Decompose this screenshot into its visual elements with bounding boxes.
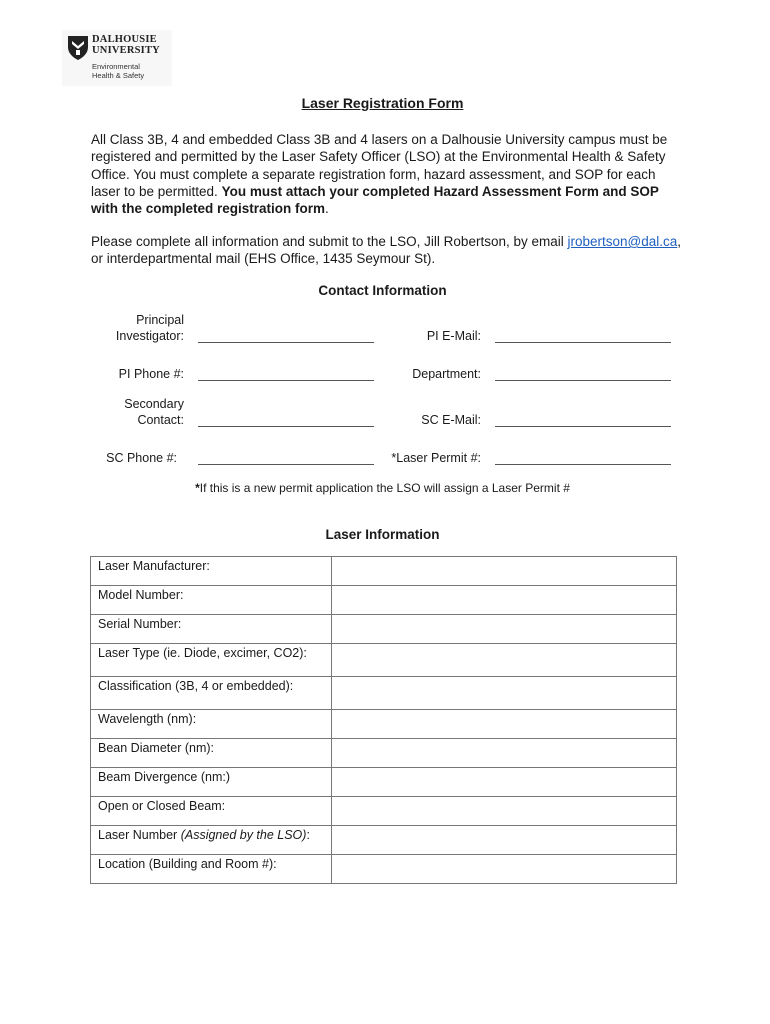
permit-note: [0, 481, 765, 495]
beam-diameter-label: Bean Diameter (nm):: [91, 739, 332, 768]
pi-phone-field[interactable]: [198, 368, 374, 381]
note-text: If this is a new permit application the LSO will assign a Laser Permit #: [199, 481, 570, 495]
laser-permit-label: *Laser Permit #:: [391, 451, 481, 465]
model-number-label: Model Number:: [91, 586, 332, 615]
laser-manufacturer-field[interactable]: [332, 557, 677, 586]
laser-number-label: [91, 826, 332, 855]
department-field[interactable]: [495, 368, 671, 381]
intro-bold-text: You must attach your completed Hazard Assessment Form and SOP with the completed registration form: [91, 183, 659, 217]
laser-heading: Laser Information: [325, 527, 440, 542]
pi-label-line-1: Principal: [136, 313, 184, 327]
beam-divergence-label: Beam Divergence (nm:): [91, 768, 332, 797]
logo-subtitle: [92, 62, 144, 80]
laser-number-text: Laser Number: [98, 828, 181, 842]
submit-text-2: , or interdepartmental mail (EHS Office, 1435 Seymour St).: [91, 234, 682, 267]
dalhousie-logo: [62, 30, 172, 86]
open-closed-beam-label: Open or Closed Beam:: [91, 797, 332, 826]
submit-paragraph: [91, 233, 681, 268]
model-number-field[interactable]: [332, 586, 677, 615]
table-row: [91, 644, 677, 677]
pi-name-field[interactable]: [198, 330, 374, 343]
contact-heading: Contact Information: [318, 283, 447, 298]
submit-text-1: Please complete all information and submit to the LSO, Jill Robertson, by email: [91, 234, 568, 249]
intro-end: .: [325, 201, 329, 217]
serial-number-field[interactable]: [332, 615, 677, 644]
intro-text: All Class 3B, 4 and embedded Class 3B and 4 lasers on a Dalhousie University campus must be registered and permitted by the Laser Safety Officer (LSO) at the Environmental Health & Safety Office. You must complete a separate registration form, hazard assessment, and SOP for each laser to be permitted.: [91, 132, 668, 199]
location-field[interactable]: [332, 855, 677, 884]
logo-name: [92, 34, 160, 56]
wavelength-label: Wavelength (nm):: [91, 710, 332, 739]
sc-label-line-2: Contact:: [137, 413, 184, 427]
form-title: Laser Registration Form: [301, 95, 464, 111]
sc-phone-label: SC Phone #:: [106, 451, 177, 465]
sc-label-line-1: Secondary: [124, 397, 184, 411]
sc-email-label: SC E-Mail:: [421, 413, 481, 427]
wavelength-field[interactable]: [332, 710, 677, 739]
laser-number-note: (Assigned by the LSO): [180, 828, 307, 842]
pi-email-label: PI E-Mail:: [426, 329, 481, 343]
intro-paragraph: [91, 131, 681, 217]
sc-name-field[interactable]: [198, 414, 374, 427]
note-asterisk: *: [195, 481, 200, 495]
dalhousie-crest-icon: [67, 35, 89, 61]
laser-number-colon: :: [306, 828, 310, 842]
serial-number-label: Serial Number:: [91, 615, 332, 644]
table-row: [91, 768, 677, 797]
table-row: [91, 826, 677, 855]
pi-phone-label: PI Phone #:: [118, 367, 184, 381]
table-row: [91, 710, 677, 739]
table-row: [91, 797, 677, 826]
classification-field[interactable]: [332, 677, 677, 710]
table-row: [91, 855, 677, 884]
laser-permit-field[interactable]: [495, 452, 671, 465]
logo-line-2: UNIVERSITY: [92, 45, 160, 56]
beam-diameter-field[interactable]: [332, 739, 677, 768]
sc-email-field[interactable]: [495, 414, 671, 427]
logo-sub-2: Health & Safety: [92, 71, 145, 80]
table-row: [91, 677, 677, 710]
table-row: [91, 586, 677, 615]
classification-label: Classification (3B, 4 or embedded):: [91, 677, 332, 710]
pi-label: [80, 312, 184, 344]
table-row: [91, 557, 677, 586]
beam-divergence-field[interactable]: [332, 768, 677, 797]
table-row: [91, 615, 677, 644]
laser-type-label: Laser Type (ie. Diode, excimer, CO2):: [91, 644, 332, 677]
logo-line-1: DALHOUSIE: [92, 34, 157, 45]
pi-label-line-2: Investigator:: [115, 329, 184, 343]
laser-number-field[interactable]: [332, 826, 677, 855]
laser-manufacturer-label: Laser Manufacturer:: [91, 557, 332, 586]
lso-email-link[interactable]: jrobertson@dal.ca: [567, 234, 678, 249]
laser-info-table: [90, 556, 677, 884]
table-row: [91, 739, 677, 768]
department-label: Department:: [412, 367, 481, 381]
pi-email-field[interactable]: [495, 330, 671, 343]
sc-label: [80, 396, 184, 428]
open-closed-beam-field[interactable]: [332, 797, 677, 826]
location-label: Location (Building and Room #):: [91, 855, 332, 884]
laser-type-field[interactable]: [332, 644, 677, 677]
logo-sub-1: Environmental: [92, 62, 140, 71]
sc-phone-field[interactable]: [198, 452, 374, 465]
